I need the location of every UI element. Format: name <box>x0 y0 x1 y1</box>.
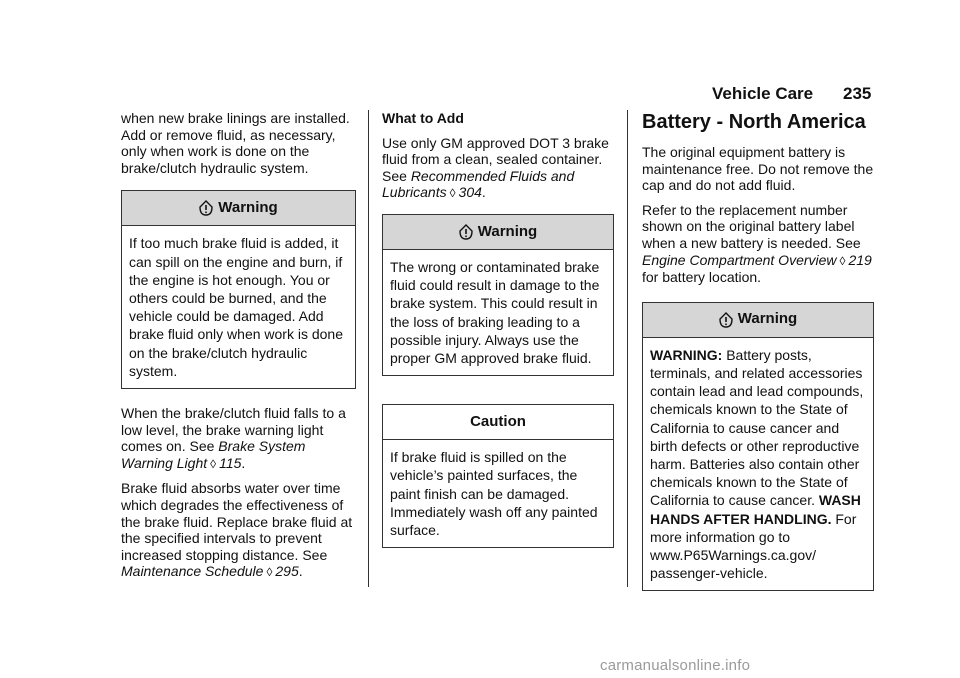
warning-emphasis: WASH HANDS AFTER HANDLING. <box>650 492 861 527</box>
page-arrow-icon: ◊ <box>266 565 273 580</box>
caution-box <box>382 404 614 548</box>
warning-lead: WARNING: <box>650 346 723 363</box>
paragraph: Refer to the replacement number shown on the original battery label when a new battery is needed. See Engine Compartment Overview ◊ 219 for battery location. <box>642 201 872 286</box>
column-3 <box>642 110 874 591</box>
paragraph: when new brake linings are installed. Add or remove fluid, as necessary, only when work is done on the brake/clutch hydraulic system. <box>121 110 350 176</box>
warning-header <box>122 191 355 226</box>
warning-box <box>121 190 356 389</box>
warning-header <box>643 303 873 338</box>
warning-text: The wrong or contaminated brake fluid could result in damage to the brake system. This could result in the loss of braking leading to a possible injury. Always use the proper GM approved brake fluid. <box>390 258 600 366</box>
cross-reference-link[interactable]: Recommended Fluids and Lubricants <box>382 167 575 201</box>
column-divider-2 <box>627 110 628 587</box>
column-divider-1 <box>368 110 369 587</box>
warning-header <box>383 215 613 250</box>
warning-text: If too much brake fluid is added, it can spill on the engine and burn, if the engine is hot enough. You or others could be burned, and the vehicle could be damaged. Add brake fluid only when work is done on the brake/clutch hydraulic system. <box>129 235 344 379</box>
caution-text: If brake fluid is spilled on the vehicle’s painted surfaces, the paint finish can be damaged. Immediately wash off any painted surface. <box>390 449 598 538</box>
page-reference[interactable]: 304 <box>458 184 482 201</box>
paragraph: The original equipment battery is maintenance free. Do not remove the cap and do not add fluid. <box>642 144 874 194</box>
warning-icon <box>719 312 733 328</box>
page-reference[interactable]: 295 <box>275 563 299 580</box>
column-1 <box>121 110 356 589</box>
watermark: carmanualsonline.info <box>600 657 751 674</box>
page-arrow-icon: ◊ <box>210 456 217 471</box>
subheading: What to Add <box>382 110 464 126</box>
warning-box <box>642 302 874 592</box>
warning-icon <box>199 200 213 216</box>
page-reference[interactable]: 219 <box>848 251 872 268</box>
warning-icon <box>459 224 473 240</box>
cross-reference-link[interactable]: Brake System Warning Light <box>121 438 306 471</box>
cross-reference-link[interactable]: Maintenance Schedule <box>121 563 264 580</box>
page-reference[interactable]: 115 <box>219 454 242 471</box>
warning-box <box>382 214 614 376</box>
cross-reference-link[interactable]: Engine Compartment Overview <box>642 251 837 268</box>
paragraph: Brake fluid absorbs water over time which degrades the effectiveness of the brake fluid. Replace brake fluid at the specified intervals to prevent increased stopping distance. See Maintenance Schedule ◊ 295. <box>121 480 353 580</box>
warning-text: WARNING: Battery posts, terminals, and related accessories contain lead and lead compounds, chemicals known to the State of California to cause cancer and birth defects or other reproductive harm. Batteries also contain other chemicals known to the State of California to cause cancer. WASH HANDS AFTER HANDLING. For more information go to www.P65Warnings.ca.gov/ passenger-vehicle. <box>650 346 864 582</box>
warning-title: Warning <box>477 222 538 240</box>
page-arrow-icon: ◊ <box>839 253 846 268</box>
page-number: 235 <box>843 84 872 103</box>
warning-title: Warning <box>218 199 278 217</box>
warning-title: Warning <box>737 310 798 328</box>
page-arrow-icon: ◊ <box>449 186 456 201</box>
running-header-title: Vehicle Care <box>712 84 814 103</box>
paragraph: Use only GM approved DOT 3 brake fluid from a clean, sealed container. See Recommended Fluids and Lubricants ◊ 304. <box>382 134 609 201</box>
caution-header: Caution <box>383 405 613 440</box>
paragraph: When the brake/clutch fluid falls to a low level, the brake warning light comes on. See Brake System Warning Light ◊ 115. <box>121 405 346 471</box>
column-2 <box>382 110 614 548</box>
section-heading: Battery - North America <box>642 111 866 133</box>
